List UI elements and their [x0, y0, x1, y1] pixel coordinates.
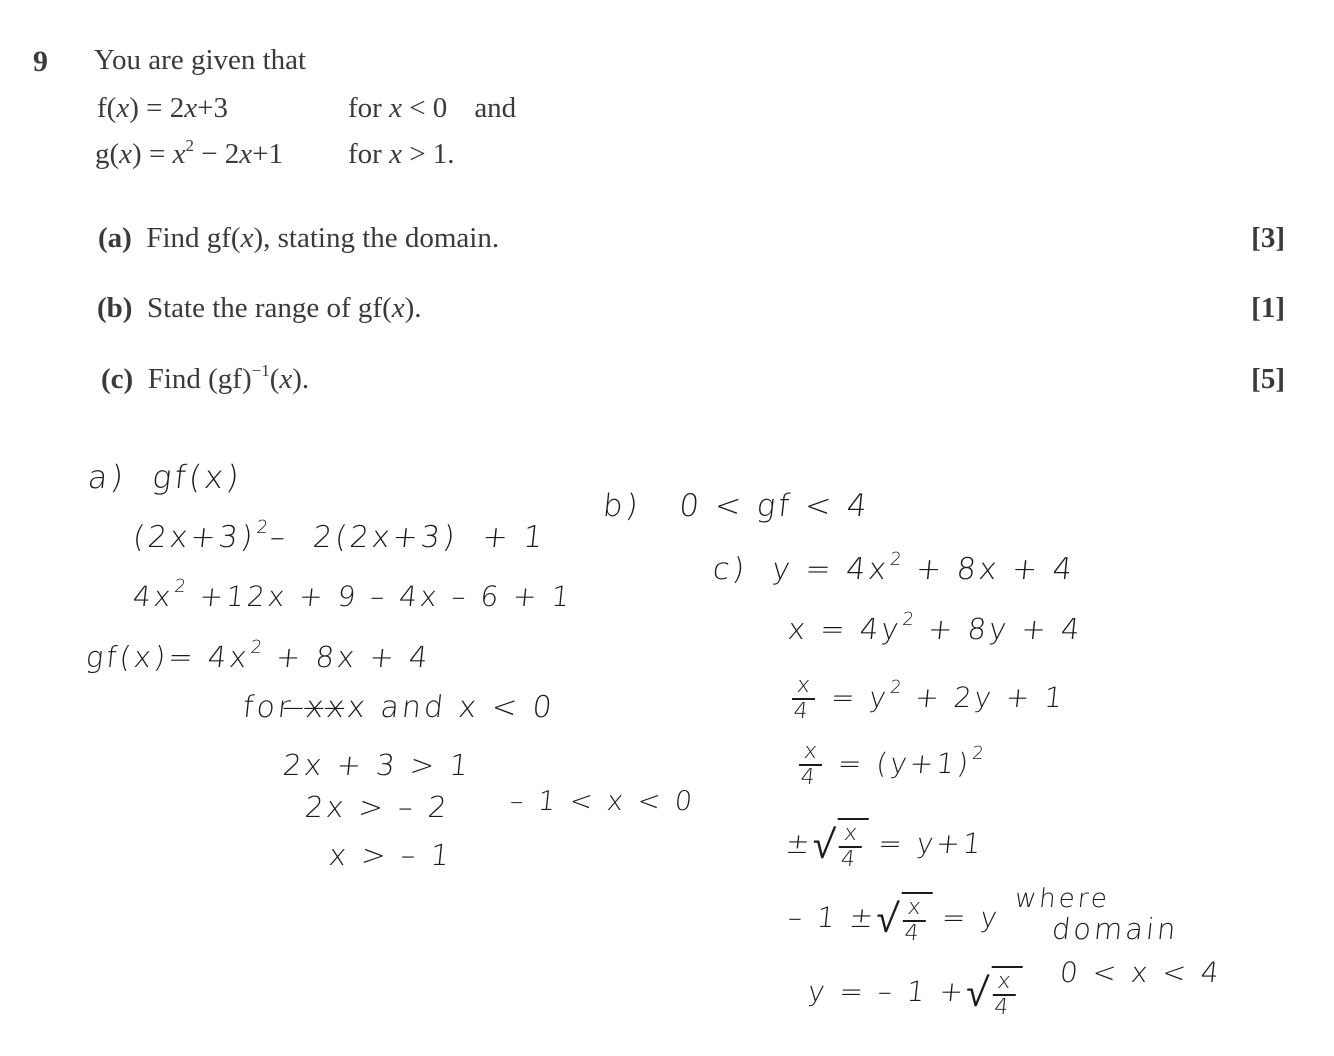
hw-c-line5: ±√ $\frac{x}{4}$ = y+1: [783, 818, 986, 872]
hw-c-fraction: $\frac{x}{4}$: [796, 740, 824, 790]
part-c: (c) Find (gf)$^{-1}$(x).: [101, 361, 310, 395]
part-a: (a) Find gf(x), stating the domain.: [98, 222, 500, 254]
part-c-marks: [5]: [1251, 363, 1285, 395]
hw-c-fraction: $\frac{x}{4}$: [789, 674, 817, 724]
hw-c-sqrt: √ $\frac{x}{4}$: [810, 818, 870, 872]
hw-c-sqrt: √ $\frac{x}{4}$: [873, 892, 933, 946]
hw-a-heading: a) gf(x): [86, 458, 244, 496]
hw-c-line2: $x = 4y^2 + 8y + 4$: [786, 609, 1085, 646]
hw-a-ineq3: x > – 1: [327, 838, 454, 872]
g-condition: for x > 1.: [348, 138, 455, 170]
hw-c-line3: $\frac{x}{4}$ = $y^2 + 2y + 1$: [785, 674, 1067, 724]
hw-c-domain-label: domain: [1050, 912, 1181, 946]
hw-a-line2: $4x^2 +12x + 9 - 4x - 6 + 1$: [131, 576, 575, 613]
hw-a-domain-note: for ̶x̶x̶x and x < 0: [241, 690, 557, 725]
part-b: (b) State the range of gf(x).: [97, 292, 422, 324]
part-a-marks: [3]: [1251, 222, 1285, 254]
hw-a-ineq2: 2x > – 2: [303, 790, 452, 824]
question-intro: You are given that: [94, 44, 307, 76]
hw-c-line1: c) $y = 4x^2 + 8x + 4$: [711, 549, 1077, 587]
hw-c-answer: y = – 1 +√ $\frac{x}{4}$: [805, 966, 1023, 1020]
hw-a-line1: $(2x+3)^2-$ 2(2x+3) + 1: [131, 517, 548, 555]
hw-a-domain: – 1 < x < 0: [508, 786, 697, 817]
hw-c-sqrt: √ $\frac{x}{4}$: [963, 966, 1023, 1020]
hw-c-where: where: [1013, 884, 1112, 914]
f-definition: f(x) = 2x+3: [97, 92, 228, 124]
hw-b-range: b) 0 < gf < 4: [601, 488, 872, 524]
hw-c-line4: $\frac{x}{4}$ = $(y+1)^2$: [792, 740, 988, 790]
hw-c-line6: – 1 ±√ $\frac{x}{4}$ = y: [785, 892, 1003, 946]
hw-a-result: $gf(x)= 4x^2 + 8x + 4$: [84, 637, 433, 674]
hw-c-domain-range: 0 < x < 4: [1058, 956, 1224, 989]
g-definition: $g(x) = x^2 - 2x+1$: [95, 136, 284, 170]
question-number: 9: [33, 45, 48, 78]
hw-a-ineq1: 2x + 3 > 1: [281, 748, 473, 782]
part-b-marks: [1]: [1251, 292, 1285, 324]
f-condition: for x < 0 and: [348, 92, 517, 124]
